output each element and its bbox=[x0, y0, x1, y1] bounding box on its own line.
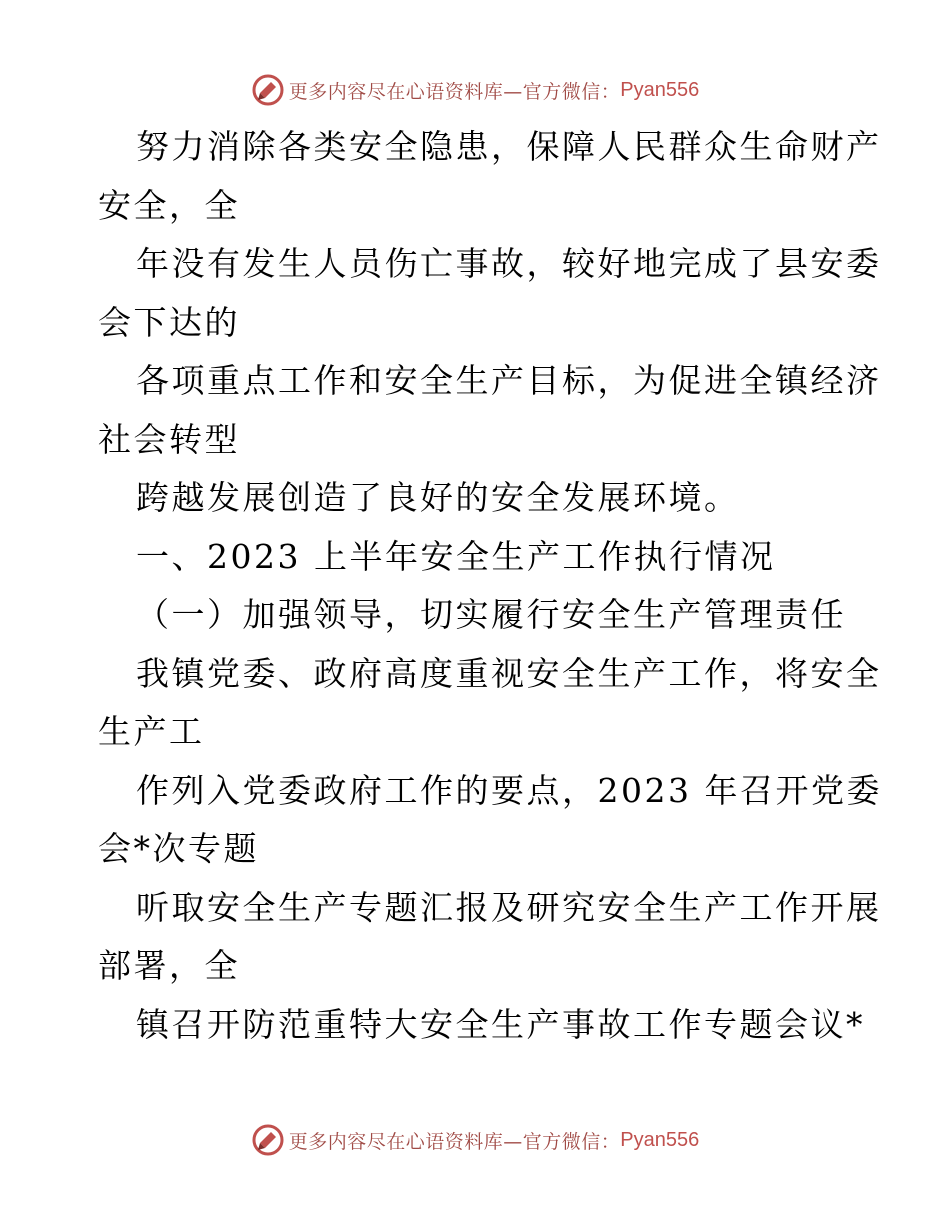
watermark-text: 更多内容尽在心语资料库—官方微信： bbox=[288, 1130, 621, 1153]
text-line: 年没有发生人员伤亡事故，较好地完成了县安委 bbox=[136, 244, 882, 283]
document-body bbox=[98, 118, 882, 1054]
watermark-header bbox=[0, 70, 950, 110]
text-line: 会*次专题 bbox=[98, 829, 259, 868]
watermark-text: 更多内容尽在心语资料库—官方微信： bbox=[288, 80, 621, 103]
text-line: 镇召开防范重特大安全生产事故工作专题会议* bbox=[136, 1004, 865, 1044]
text-line: 努力消除各类安全隐患，保障人民群众生命财产 bbox=[136, 127, 882, 166]
text-line: 会下达的 bbox=[98, 302, 240, 342]
text-line: 社会转型 bbox=[98, 419, 240, 459]
text-line: 跨越发展创造了良好的安全发展环境。 bbox=[136, 478, 740, 517]
logo-icon bbox=[251, 1123, 285, 1157]
text-line: 各项重点工作和安全生产目标，为促进全镇经济 bbox=[136, 361, 882, 400]
logo-icon bbox=[251, 73, 285, 107]
watermark-wechat-id: Pyan556 bbox=[620, 78, 700, 101]
subsection-heading: （一）加强领导，切实履行安全生产管理责任 bbox=[136, 595, 846, 634]
text-line: 部署，全 bbox=[98, 946, 240, 985]
watermark-wechat-id: Pyan556 bbox=[620, 1128, 700, 1151]
text-line: 作列入党委政府工作的要点，2023 年召开党委 bbox=[136, 770, 882, 810]
text-line: 听取安全生产专题汇报及研究安全生产工作开展 bbox=[136, 887, 882, 927]
watermark-footer bbox=[0, 1120, 950, 1160]
text-line: 生产工 bbox=[98, 712, 205, 751]
text-line: 我镇党委、政府高度重视安全生产工作，将安全 bbox=[136, 653, 882, 693]
text-line: 安全，全 bbox=[98, 185, 240, 225]
section-heading: 一、2023 上半年安全生产工作执行情况 bbox=[136, 536, 776, 576]
